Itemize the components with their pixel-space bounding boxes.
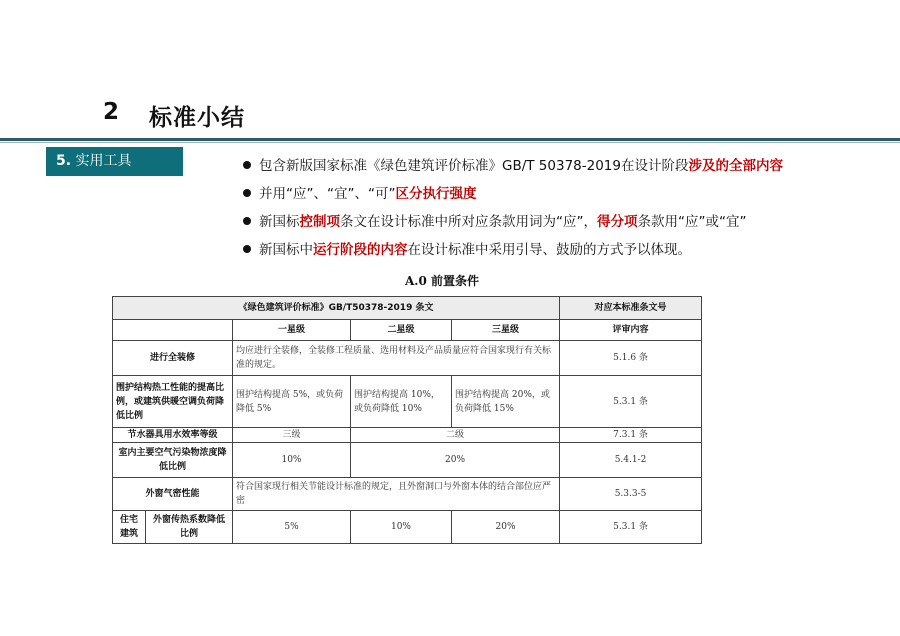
bullet-highlight: 涉及的全部内容: [688, 158, 783, 174]
header-standard: 《绿色建筑评价标准》GB/T50378-2019 条文: [113, 297, 560, 320]
title-divider-thin: [0, 142, 900, 143]
bullet-text: 并用“应”、“宜”、“可”: [259, 186, 396, 202]
table-row: [113, 511, 702, 544]
row-ref: 5.4.1-2: [560, 443, 702, 478]
bullet-text: 新国标中: [259, 242, 313, 258]
bullet-text: 包含新版国家标准《绿色建筑评价标准》GB/T 50378-2019在设计阶段: [259, 158, 689, 174]
row-label: 室内主要空气污染物浓度降低比例: [113, 443, 233, 478]
prerequisite-table: [112, 296, 702, 544]
level-1: 一星级: [233, 320, 351, 341]
table-level-row: [113, 320, 702, 341]
row-level-1: 三级: [233, 428, 351, 443]
badge-number: 5.: [56, 153, 72, 169]
row-content: 均应进行全装修，全装修工程质量、选用材料及产品质量应符合国家现行有关标准的规定。: [233, 341, 560, 376]
bullet-highlight: 得分项: [597, 214, 638, 230]
section-number: 2: [103, 99, 120, 125]
level-blank: [113, 320, 233, 341]
title-divider: [0, 138, 900, 141]
table-row: [113, 376, 702, 428]
bullet-list: [243, 155, 783, 267]
table-row: [113, 478, 702, 511]
level-3: 三星级: [452, 320, 560, 341]
row-label: 外窗传热系数降低比例: [146, 511, 233, 544]
bullet-highlight: 区分执行强度: [395, 186, 477, 202]
row-level-3: 围护结构提高 20%，或负荷降低 15%: [452, 376, 560, 428]
bullet-item: [243, 239, 783, 267]
row-ref: 5.3.3-5: [560, 478, 702, 511]
review-header: 评审内容: [560, 320, 702, 341]
bullet-item: [243, 155, 783, 183]
row-ref: 5.3.1 条: [560, 511, 702, 544]
row-content: 符合国家现行相关节能设计标准的规定，且外窗洞口与外窗本体的结合部位应严密: [233, 478, 560, 511]
table-row: [113, 443, 702, 478]
row-level-2: 10%: [351, 511, 452, 544]
row-label: 围护结构热工性能的提高比例，或建筑供暖空调负荷降低比例: [113, 376, 233, 428]
row-level-2: 围护结构提高 10%，或负荷降低 10%: [351, 376, 452, 428]
bullet-item: [243, 183, 783, 211]
row-ref: 5.3.1 条: [560, 376, 702, 428]
bullet-highlight: 控制项: [299, 214, 340, 230]
header-ref: 对应本标准条文号: [560, 297, 702, 320]
row-level-1: 围护结构提高 5%，或负荷降低 5%: [233, 376, 351, 428]
bullet-text: 条文在设计标准中所对应条款用词为“应”，: [340, 214, 597, 230]
bullet-dot-icon: [243, 189, 251, 197]
table-caption: A.0 前置条件: [404, 274, 480, 288]
row-label: 节水器具用水效率等级: [113, 428, 233, 443]
row-label: 进行全装修: [113, 341, 233, 376]
badge-label: 实用工具: [71, 153, 132, 169]
row-level-1: 10%: [233, 443, 351, 478]
bullet-text: 在设计标准中采用引导、鼓励的方式予以体现。: [407, 242, 691, 258]
table-header-row: [113, 297, 702, 320]
row-ref: 7.3.1 条: [560, 428, 702, 443]
bullet-dot-icon: [243, 245, 251, 253]
row-level-23: 20%: [351, 443, 560, 478]
row-ref: 5.1.6 条: [560, 341, 702, 376]
bullet-dot-icon: [243, 217, 251, 225]
row-label: 外窗气密性能: [113, 478, 233, 511]
table-row: [113, 428, 702, 443]
bullet-text: 新国标: [259, 214, 300, 230]
page-title: 标准小结: [149, 105, 245, 131]
row-level-23: 二级: [351, 428, 560, 443]
bullet-highlight: 运行阶段的内容: [313, 242, 408, 258]
level-2: 二星级: [351, 320, 452, 341]
bullet-item: [243, 211, 783, 239]
row-group: 住宅建筑: [113, 511, 146, 544]
bullet-text: 条款用“应”或“宜”: [637, 214, 747, 230]
row-level-3: 20%: [452, 511, 560, 544]
bullet-dot-icon: [243, 161, 251, 169]
section-badge: [46, 147, 183, 176]
table-row: [113, 341, 702, 376]
row-level-1: 5%: [233, 511, 351, 544]
